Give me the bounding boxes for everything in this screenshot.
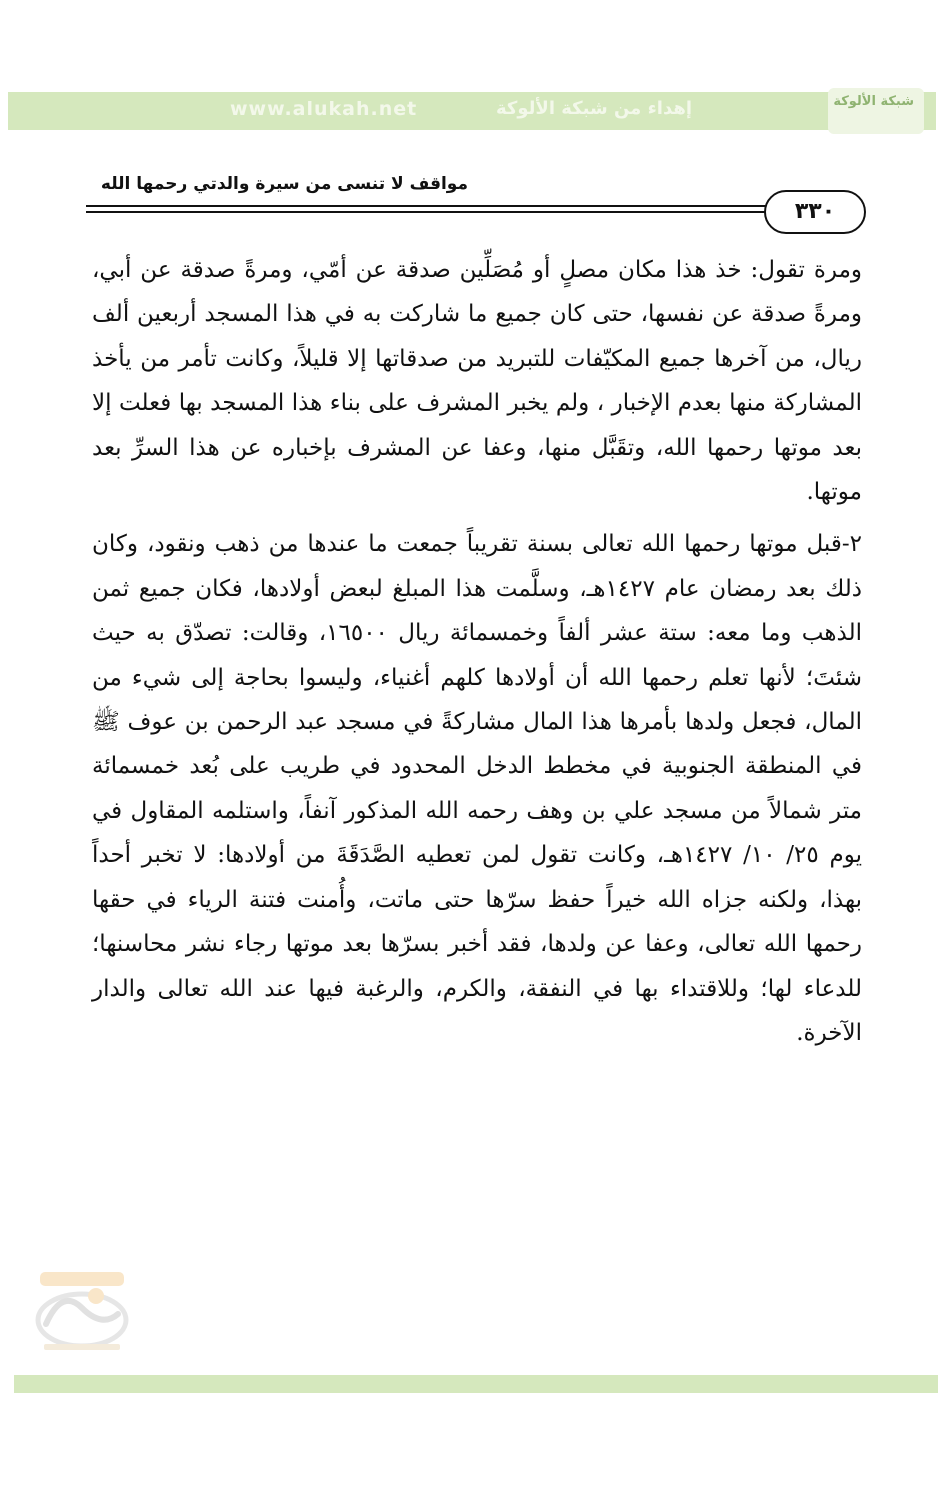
header-rule-bottom — [86, 211, 772, 213]
header-rule-top — [86, 205, 772, 207]
bottom-banner — [14, 1375, 938, 1393]
paragraph-1: ومرة تقول: خذ هذا مكان مصلٍ أو مُصَلِّين صدقة عن أمّي، ومرةً صدقة عن أبي، ومرةً صدقة عن نفسها، حتى كان جميع ما شاركت به في هذا المسجد أربعين ألف ريال، من آخرها جميع المكيّفات للتبريد من صدقاتها إلا قليلاً، وكانت تأمر من يأخذ المشاركة منها بعدم الإخبار ، ولم يخبر المشرف على بناء هذا المسجد بها فعلت إلا بعد موتها رحمها الله، وتقَبَّل منها، وعفا عن المشرف بإخباره عن هذا السرِّ بعد موتها. — [92, 257, 862, 506]
running-header-title: مواقف لا تنسى من سيرة والدتي رحمها الله — [100, 174, 468, 194]
page-body — [92, 248, 862, 1055]
watermark-stamp-icon — [22, 1268, 142, 1354]
alukah-logo — [828, 88, 924, 134]
paragraph-2: ٢-قبل موتها رحمها الله تعالى بسنة تقريباً جمعت ما عندها من ذهب ونقود، وكان ذلك بعد رمضان عام ١٤٢٧هـ، وسلَّمت هذا المبلغ لبعض أولادها، فكان جميع ثمن الذهب وما معه: ستة عشر ألفاً وخمسمائة ريال ١٦٥٠٠، وقالت: تصدّق به حيث شئتَ؛ لأنها تعلم رحمها الله أن أولادها كلهم أغنياء، وليسوا بحاجة إلى شيء من المال، فجعل ولدها بأمرها هذا المال مشاركةً في مسجد عبد الرحمن بن عوف ﷺ في المنطقة الجنوبية في مخطط الدخل المحدود في طريب على بُعد خمسمائة متر شمالاً من مسجد علي بن وهف رحمه الله المذكور آنفاً، واستلمه المقاول في يوم ٢٥/ ١٠/ ١٤٢٧هـ، وكانت تقول لمن تعطيه الصَّدَقَةَ من أولادها: لا تخبر أحداً بهذا، ولكنه جزاه الله خيراً حفظ سرّها حتى ماتت، وأُمنت فتنة الرياء في حقها رحمها الله تعالى، وعفا عن ولدها، فقد أخبر بسرّها بعد موتها رجاء نشر محاسنها؛ للدعاء لها؛ وللاقتداء بها في النفقة، والكرم، والرغبة فيها عند الله تعالى والدار الآخرة. — [92, 531, 862, 1046]
top-banner — [8, 92, 936, 130]
logo-text: شبكة الألوكة — [833, 94, 914, 109]
site-url: www.alukah.net — [230, 98, 418, 120]
page-number: ٣٣٠ — [764, 190, 866, 234]
gift-text: إهداء من شبكة الألوكة — [496, 98, 692, 119]
